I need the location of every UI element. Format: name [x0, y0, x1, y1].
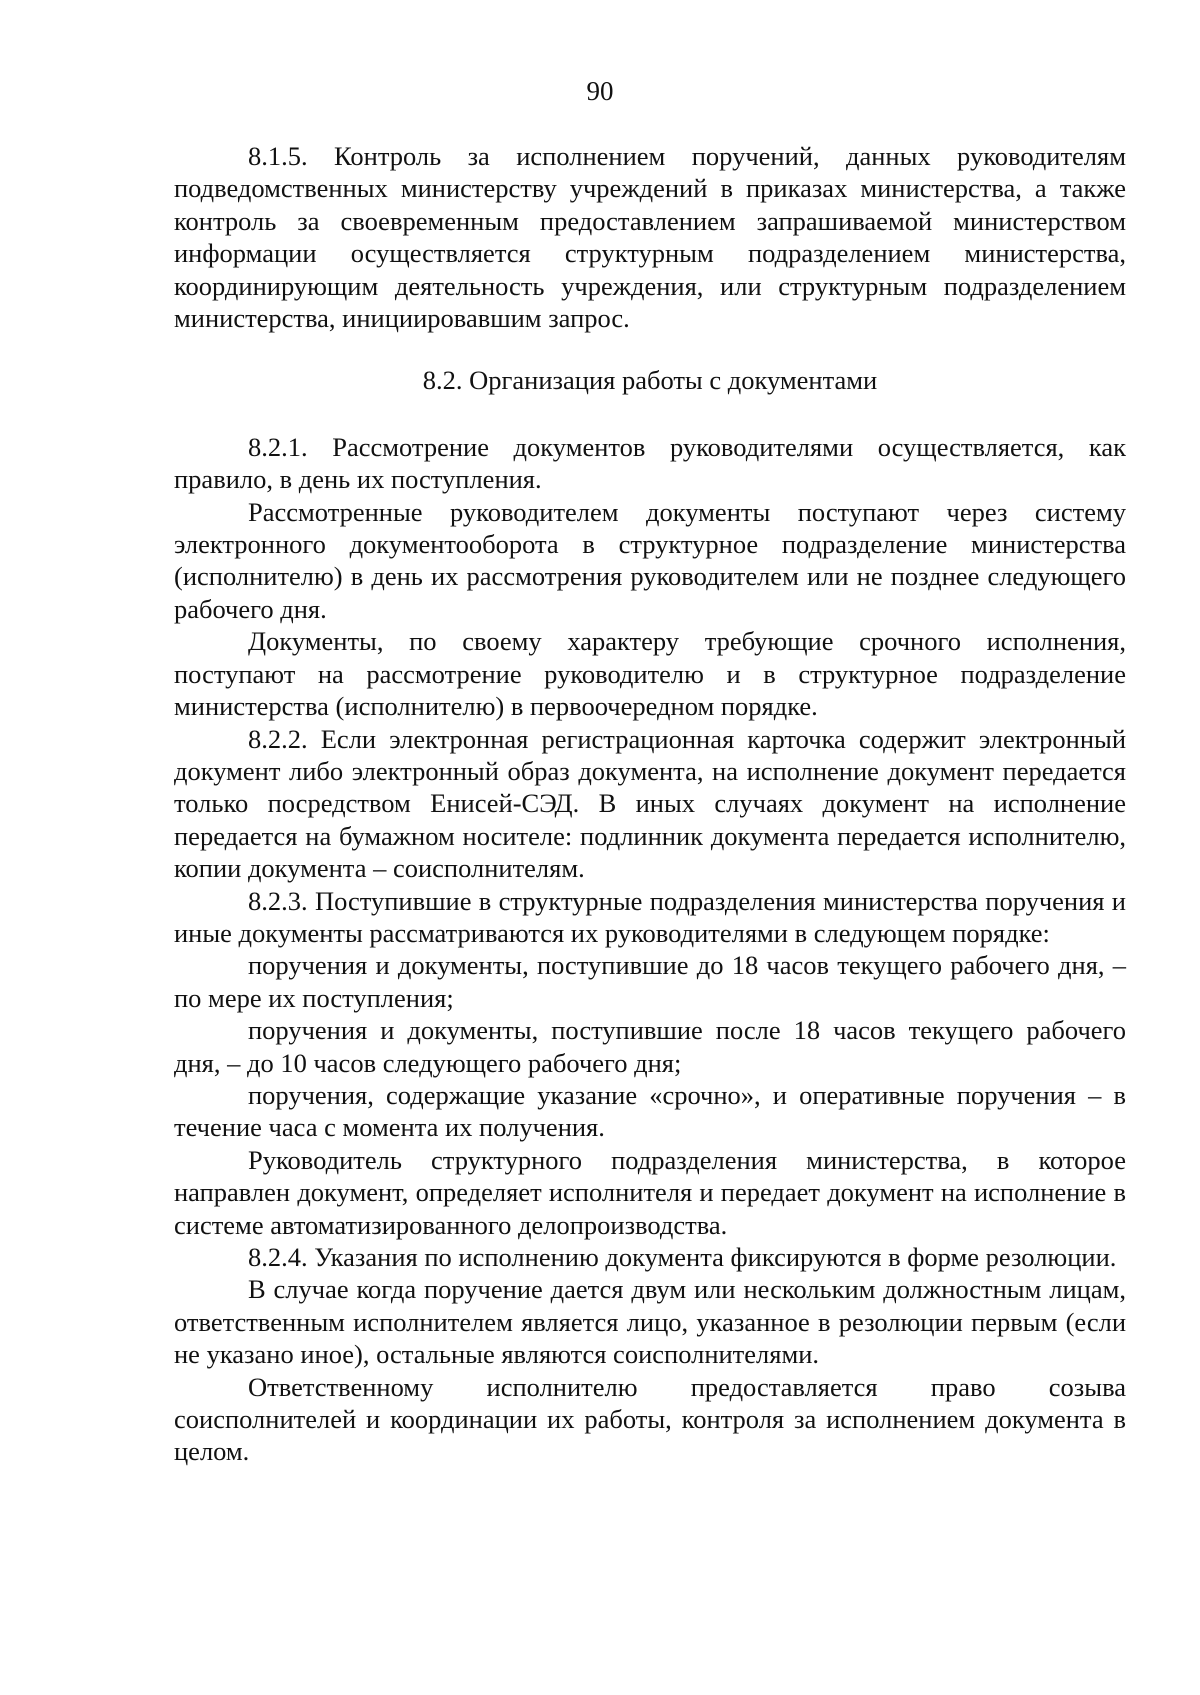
paragraph-8-2-4: 8.2.4. Указания по исполнению документа фиксируются в форме резолюции. — [248, 1242, 1117, 1272]
paragraph: Документы, по своему характеру требующие срочного исполнения, поступают на рассмотрение руководителю и в структурное подразделение министерства (исполнителю) в первоочередном порядке. — [174, 626, 1126, 722]
paragraph: Руководитель структурного подразделения министерства, в которое направлен документ, определяет исполнителя и передает документ на исполнение в системе автоматизированного делопроизводства. — [174, 1144, 1126, 1240]
paragraph-8-2-2: 8.2.2. Если электронная регистрационная карточка содержит электронный документ либо электронный образ документа, на исполнение документ передается только посредством Енисей-СЭД. В иных случаях документ на исполнение передается на бумажном носителе: подлинник документа передается исполнителю, копии документа – соисполнителям. — [174, 723, 1126, 884]
paragraph-8-1-5: 8.1.5. Контроль за исполнением поручений, данных руководителям подведомственных министерству учреждений в приказах министерства, а также контроль за своевременным предоставлением запрашиваемой министерством информации осуществляется структурным подразделением министерства, координирующим деятельность учреждения, или структурным подразделением министерства, инициировавшим запрос. — [174, 141, 1126, 334]
paragraph: Рассмотренные руководителем документы поступают через систему электронного документооборота в структурное подразделение министерства (исполнителю) в день их рассмотрения руководителем или не позднее следующего рабочего дня. — [174, 496, 1126, 624]
document-body — [174, 140, 1126, 1468]
paragraph-8-2-3: 8.2.3. Поступившие в структурные подразделения министерства поручения и иные документы рассматриваются их руководителями в следующем порядке: — [174, 885, 1126, 948]
page-number: 90 — [586, 76, 614, 106]
list-item: поручения и документы, поступившие до 18 часов текущего рабочего дня, – по мере их поступления; — [174, 950, 1126, 1013]
paragraph: В случае когда поручение дается двум или нескольким должностным лицам, ответственным исполнителем является лицо, указанное в резолюции первым (если не указано иное), остальные являются соисполнителями. — [174, 1274, 1126, 1370]
section-heading: 8.2. Организация работы с документами — [422, 365, 878, 396]
list-item: поручения и документы, поступившие после 18 часов текущего рабочего дня, – до 10 часов следующего рабочего дня; — [174, 1015, 1126, 1078]
list-item: поручения, содержащие указание «срочно», и оперативные поручения – в течение часа с момента их получения. — [174, 1079, 1126, 1143]
paragraph: Ответственному исполнителю предоставляется право созыва соисполнителей и координации их работы, контроля за исполнением документа в целом. — [174, 1371, 1126, 1467]
paragraph-8-2-1: 8.2.1. Рассмотрение документов руководителями осуществляется, как правило, в день их поступления. — [174, 431, 1126, 495]
